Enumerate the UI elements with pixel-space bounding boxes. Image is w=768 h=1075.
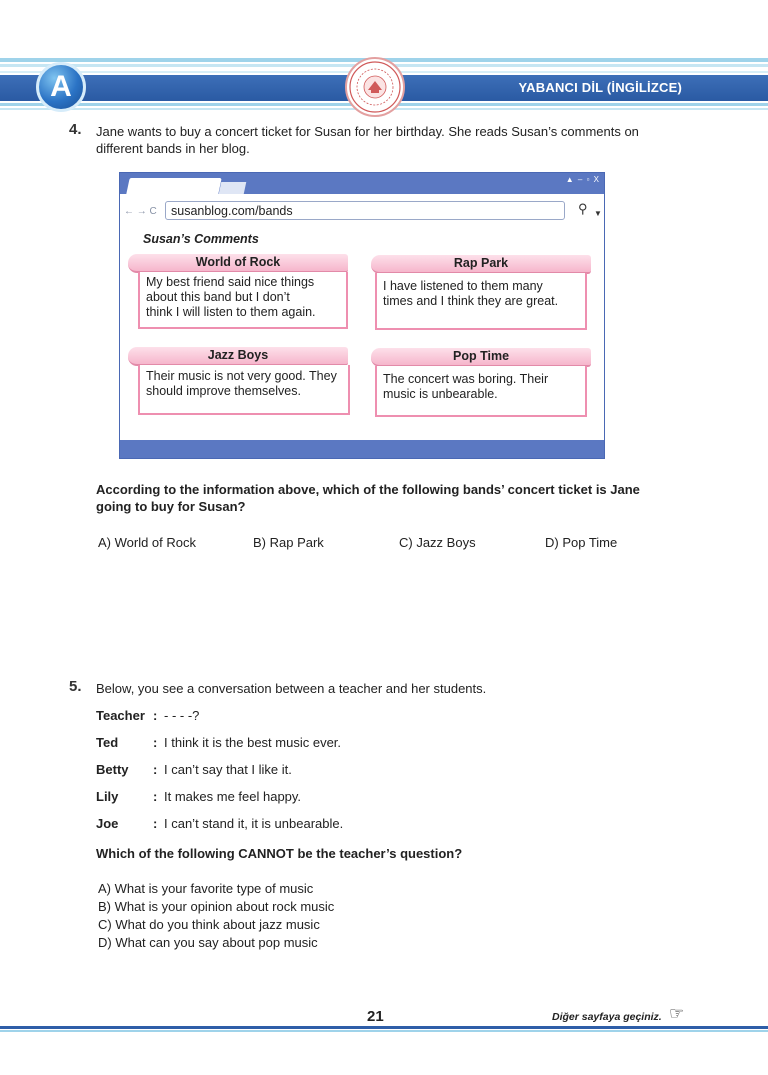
section-badge: A (36, 62, 86, 112)
dialogue-line: It makes me feel happy. (164, 789, 302, 804)
speaker-separator: : (153, 762, 158, 777)
card-comment (138, 272, 348, 329)
speaker-name: Joe (96, 816, 119, 831)
card-band-name: World of Rock (128, 254, 348, 273)
question-stem: Below, you see a conversation between a teacher and her students. (96, 681, 487, 696)
seal-emblem-icon (347, 59, 403, 115)
comments-title: Susan’s Comments (143, 232, 259, 246)
question-number: 4. (69, 121, 82, 138)
comment-line: The concert was boring. Their (383, 372, 549, 386)
nav-arrows[interactable]: ← → C (124, 206, 157, 217)
speaker-separator: : (153, 816, 158, 831)
card-comment (138, 365, 350, 415)
card-band-name: Pop Time (371, 348, 591, 367)
answer-option-c[interactable]: C) Jazz Boys (399, 535, 476, 550)
next-page-note: Diğer sayfaya geçiniz. (552, 1011, 662, 1023)
question-stem: Jane wants to buy a concert ticket for Susan for her birthday. She reads Susan’s comments on (96, 124, 639, 139)
speaker-separator: : (153, 708, 158, 723)
dialogue-line: I think it is the best music ever. (164, 735, 342, 750)
comment-line: should improve themselves. (146, 384, 301, 398)
address-bar[interactable]: susanblog.com/bands (165, 201, 565, 220)
comment-line: about this band but I don’t (146, 290, 290, 304)
comment-line: times and I think they are great. (383, 294, 559, 308)
pointing-hand-icon: ☞ (669, 1004, 685, 1023)
dialogue-line: I can’t say that I like it. (164, 762, 292, 777)
window-controls[interactable]: ▲ – ▫ X (565, 175, 600, 184)
card-band-name: Jazz Boys (128, 347, 348, 366)
subject-title: YABANCI DİL (İNGİLİZCE) (518, 80, 682, 95)
browser-window (119, 172, 605, 459)
footer-rule (0, 1030, 768, 1032)
question-prompt: going to buy for Susan? (96, 499, 246, 514)
answer-option-d[interactable]: D) What can you say about pop music (98, 935, 318, 950)
question-stem: different bands in her blog. (96, 141, 250, 156)
question-prompt: Which of the following CANNOT be the teacher’s question? (96, 846, 463, 861)
comment-line: My best friend said nice things (146, 275, 315, 289)
comment-line: Their music is not very good. They (146, 369, 337, 383)
browser-title-bar (120, 173, 604, 194)
answer-option-c[interactable]: C) What do you think about jazz music (98, 917, 320, 932)
card-comment (375, 366, 587, 417)
page-number: 21 (367, 1008, 384, 1025)
speaker-separator: : (153, 789, 158, 804)
browser-status-bar (120, 440, 604, 458)
question-number: 5. (69, 678, 82, 695)
answer-option-b[interactable]: B) What is your opinion about rock music (98, 899, 335, 914)
answer-option-b[interactable]: B) Rap Park (253, 535, 324, 550)
comment-line: music is unbearable. (383, 387, 498, 401)
speaker-separator: : (153, 735, 158, 750)
question-prompt: According to the information above, which of the following bands’ concert ticket is Jane (96, 482, 640, 497)
dialogue-line: - - - -? (164, 708, 200, 723)
answer-option-a[interactable]: A) World of Rock (98, 535, 197, 550)
speaker-name: Teacher (96, 708, 145, 723)
speaker-name: Ted (96, 735, 119, 750)
dropdown-caret-icon[interactable]: ▼ (594, 209, 602, 218)
footer-rule (0, 1026, 768, 1029)
comment-line: I have listened to them many (383, 279, 543, 293)
answer-option-a[interactable]: A) What is your favorite type of music (98, 881, 314, 896)
card-comment (375, 273, 587, 330)
answer-option-d[interactable]: D) Pop Time (545, 535, 618, 550)
browser-tab[interactable] (126, 178, 221, 194)
dialogue-line: I can’t stand it, it is unbearable. (164, 816, 344, 831)
comment-line: think I will listen to them again. (146, 305, 316, 319)
speaker-name: Lily (96, 789, 119, 804)
ministry-seal-logo (345, 57, 405, 117)
speaker-name: Betty (96, 762, 129, 777)
browser-new-tab[interactable] (219, 182, 247, 194)
card-band-name: Rap Park (371, 255, 591, 274)
search-icon[interactable]: ⚲ (578, 201, 588, 216)
